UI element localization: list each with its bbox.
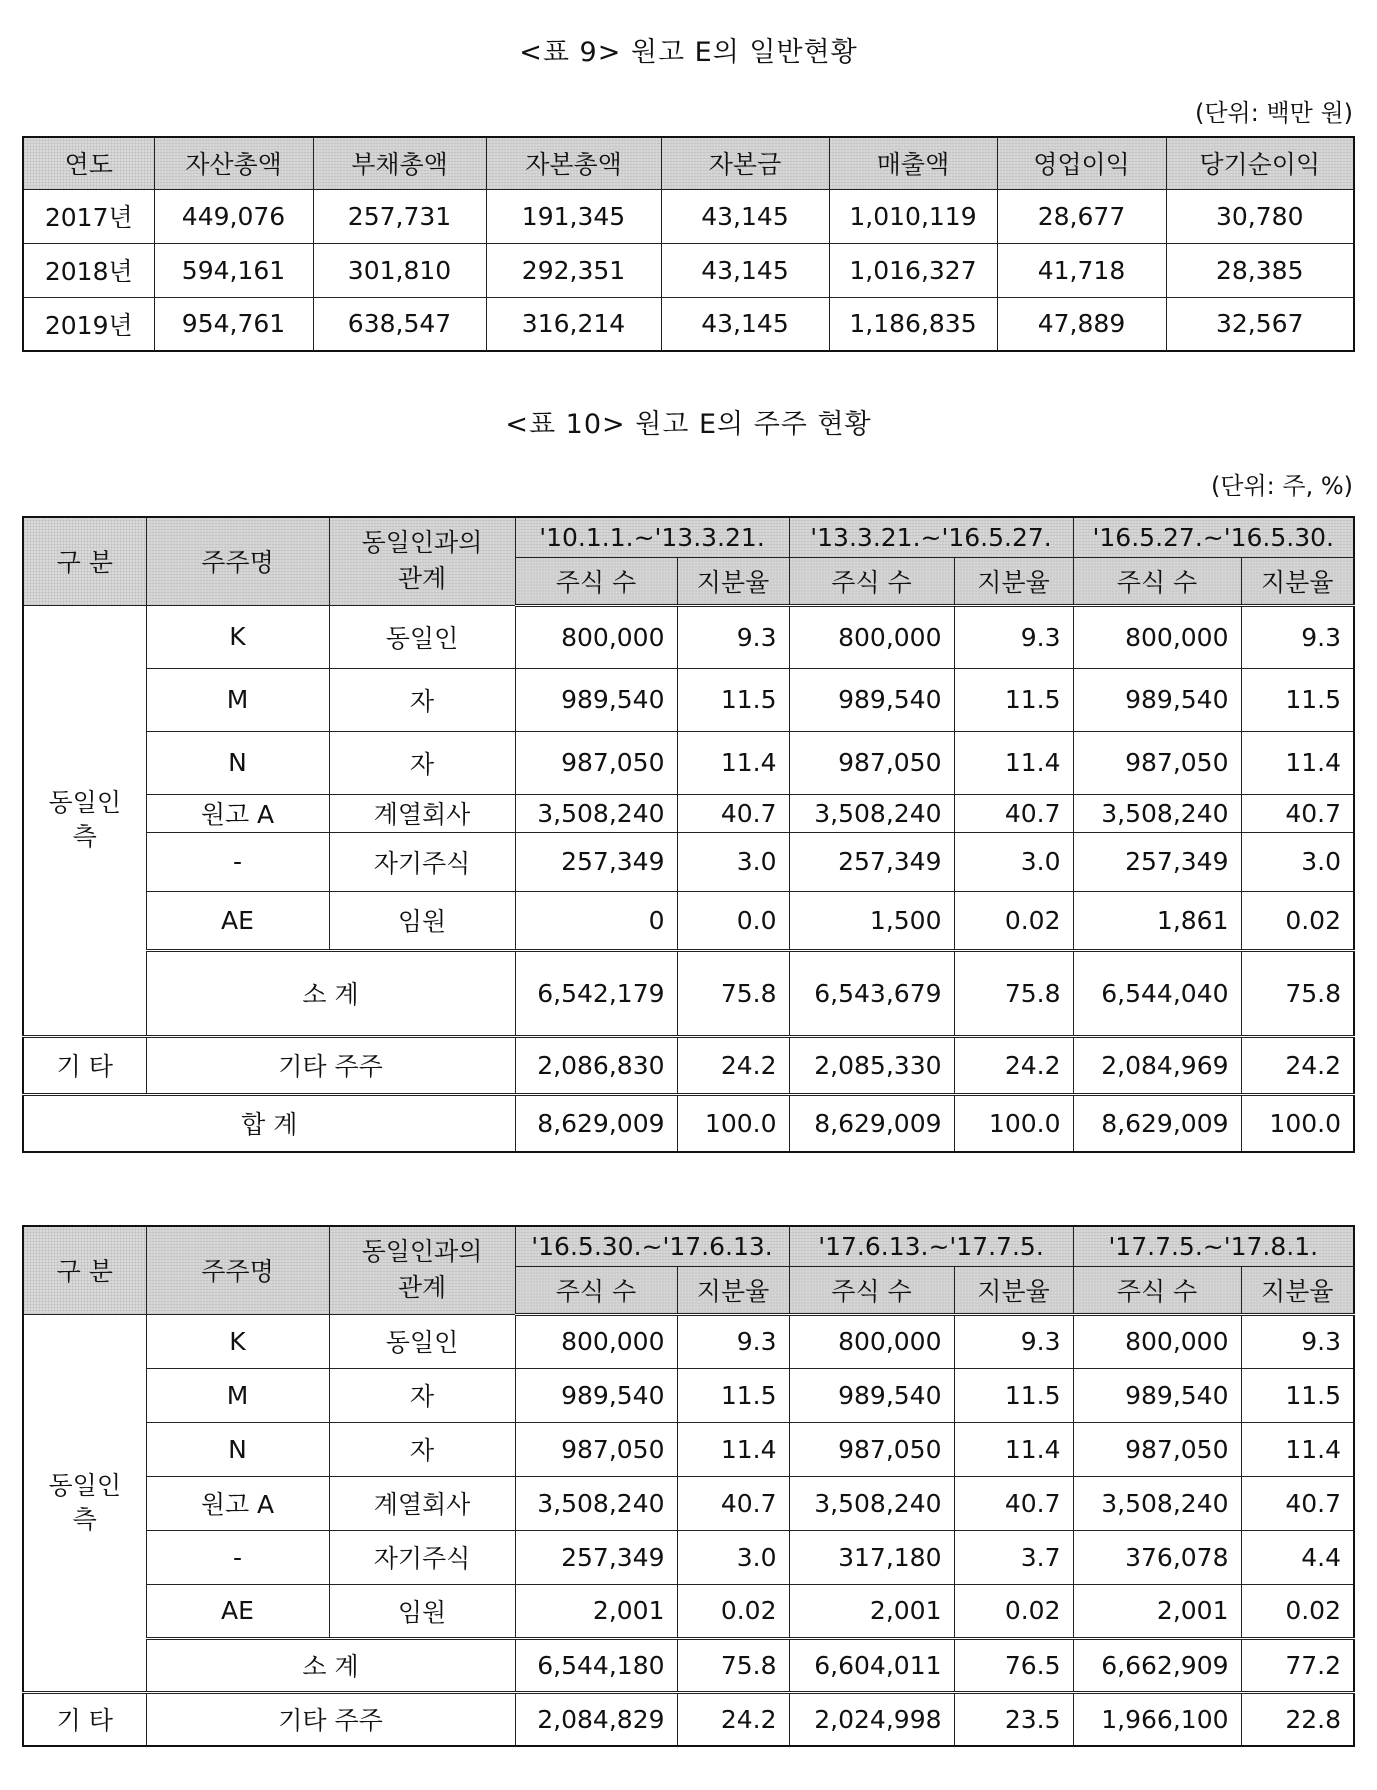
shareholder-name: AE [146, 1584, 329, 1638]
ratio: 0.02 [1241, 1584, 1354, 1638]
ratio: 9.3 [1241, 605, 1354, 668]
shares: 6,662,909 [1073, 1638, 1241, 1692]
shares: 0 [515, 891, 677, 950]
shares-header: 주식 수 [1073, 557, 1241, 605]
subtotal-label: 소 계 [146, 950, 515, 1036]
period-header: '16.5.27.~'16.5.30. [1073, 517, 1354, 557]
shares: 2,001 [789, 1584, 954, 1638]
shares: 989,540 [515, 1368, 677, 1422]
ratio: 40.7 [954, 1476, 1073, 1530]
col-header: 매출액 [829, 137, 997, 189]
ratio-header: 지분율 [1241, 1266, 1354, 1314]
ratio: 3.0 [1241, 832, 1354, 891]
ratio: 9.3 [954, 1314, 1073, 1368]
relation: 동일인 [329, 1314, 515, 1368]
period-header: '17.6.13.~'17.7.5. [789, 1226, 1073, 1266]
group-label [23, 1314, 146, 1692]
table-row [23, 794, 1354, 832]
shares: 800,000 [515, 1314, 677, 1368]
shareholder-name: K [146, 1314, 329, 1368]
cell: 32,567 [1166, 297, 1354, 351]
col-header: 부채총액 [313, 137, 486, 189]
col-header: 자본총액 [486, 137, 661, 189]
shares: 2,001 [515, 1584, 677, 1638]
ratio: 40.7 [1241, 794, 1354, 832]
shares: 989,540 [789, 1368, 954, 1422]
header-row [23, 517, 1354, 557]
ratio: 0.02 [954, 1584, 1073, 1638]
relation-header-line2: 관계 [397, 1273, 447, 1303]
ratio: 24.2 [1241, 1036, 1354, 1094]
shares: 8,629,009 [1073, 1094, 1241, 1152]
shares: 3,508,240 [789, 794, 954, 832]
total-row [23, 1094, 1354, 1152]
shares: 3,508,240 [789, 1476, 954, 1530]
shares-header: 주식 수 [789, 1266, 954, 1314]
col-header: 당기순이익 [1166, 137, 1354, 189]
ratio-header: 지분율 [954, 1266, 1073, 1314]
ratio: 40.7 [954, 794, 1073, 832]
ratio: 24.2 [677, 1036, 789, 1094]
ratio: 77.2 [1241, 1638, 1354, 1692]
shares: 1,966,100 [1073, 1692, 1241, 1746]
table9-title: <표 9> 원고 E의 일반현황 [519, 37, 858, 68]
table-row [23, 1422, 1354, 1476]
ratio: 75.8 [954, 950, 1073, 1036]
table-row [23, 832, 1354, 891]
table-row [23, 1314, 1354, 1368]
cell: 43,145 [661, 189, 829, 243]
shares: 6,543,679 [789, 950, 954, 1036]
subtotal-row [23, 1638, 1354, 1692]
shareholder-name: N [146, 731, 329, 794]
cell: 43,145 [661, 243, 829, 297]
shares: 3,508,240 [1073, 1476, 1241, 1530]
shares: 3,508,240 [1073, 794, 1241, 832]
relation: 자 [329, 731, 515, 794]
period-header: '17.7.5.~'17.8.1. [1073, 1226, 1354, 1266]
ratio-header: 지분율 [677, 1266, 789, 1314]
relation: 자 [329, 668, 515, 731]
shares: 800,000 [789, 605, 954, 668]
shares: 257,349 [515, 1530, 677, 1584]
shares: 2,024,998 [789, 1692, 954, 1746]
cell: 41,718 [997, 243, 1166, 297]
ratio: 11.5 [677, 668, 789, 731]
ratio: 11.4 [954, 1422, 1073, 1476]
table-row [23, 731, 1354, 794]
cell: 1,016,327 [829, 243, 997, 297]
shares: 2,086,830 [515, 1036, 677, 1094]
category-header: 구 분 [23, 517, 146, 605]
cell: 191,345 [486, 189, 661, 243]
relation: 자기주식 [329, 1530, 515, 1584]
others-row [23, 1036, 1354, 1094]
cell: 30,780 [1166, 189, 1354, 243]
ratio: 100.0 [954, 1094, 1073, 1152]
shares-header: 주식 수 [789, 557, 954, 605]
relation-header [329, 1226, 515, 1314]
ratio: 9.3 [677, 605, 789, 668]
ratio: 3.7 [954, 1530, 1073, 1584]
group-label [23, 605, 146, 1036]
shares: 989,540 [1073, 668, 1241, 731]
table9-unit: (단위: 백만 원) [1195, 99, 1353, 127]
shareholder-name: M [146, 668, 329, 731]
subtotal-label: 소 계 [146, 1638, 515, 1692]
group-label-line1: 동일인 [48, 788, 121, 817]
ratio: 9.3 [954, 605, 1073, 668]
shares: 987,050 [789, 1422, 954, 1476]
ratio-header: 지분율 [954, 557, 1073, 605]
cell: 316,214 [486, 297, 661, 351]
table-row [23, 1584, 1354, 1638]
shares: 987,050 [1073, 731, 1241, 794]
cell: 28,677 [997, 189, 1166, 243]
ratio: 3.0 [677, 832, 789, 891]
ratio: 11.4 [677, 731, 789, 794]
shareholder-header: 주주명 [146, 517, 329, 605]
relation: 자기주식 [329, 832, 515, 891]
ratio: 11.5 [1241, 668, 1354, 731]
period-header: '16.5.30.~'17.6.13. [515, 1226, 789, 1266]
ratio: 0.02 [677, 1584, 789, 1638]
ratio: 23.5 [954, 1692, 1073, 1746]
shareholder-name: N [146, 1422, 329, 1476]
cell: 1,186,835 [829, 297, 997, 351]
period-header: '10.1.1.~'13.3.21. [515, 517, 789, 557]
cell: 301,810 [313, 243, 486, 297]
shareholder-name: 원고 A [146, 1476, 329, 1530]
shares: 2,084,829 [515, 1692, 677, 1746]
table-row [23, 891, 1354, 950]
year-cell: 2018년 [23, 243, 154, 297]
cell: 638,547 [313, 297, 486, 351]
ratio: 100.0 [677, 1094, 789, 1152]
table10-title: <표 10> 원고 E의 주주 현황 [505, 409, 872, 440]
shares: 3,508,240 [515, 794, 677, 832]
ratio: 4.4 [1241, 1530, 1354, 1584]
shares: 2,085,330 [789, 1036, 954, 1094]
shares: 6,544,040 [1073, 950, 1241, 1036]
col-header: 영업이익 [997, 137, 1166, 189]
cell: 954,761 [154, 297, 313, 351]
others-category: 기 타 [23, 1692, 146, 1746]
shares: 989,540 [515, 668, 677, 731]
ratio: 0.0 [677, 891, 789, 950]
table-row [23, 668, 1354, 731]
shares: 800,000 [515, 605, 677, 668]
shares: 8,629,009 [789, 1094, 954, 1152]
shares: 1,500 [789, 891, 954, 950]
shares-header: 주식 수 [515, 557, 677, 605]
cell: 449,076 [154, 189, 313, 243]
table-row [23, 605, 1354, 668]
cell: 43,145 [661, 297, 829, 351]
group-label-line1: 동일인 [48, 1470, 121, 1500]
shares: 257,349 [789, 832, 954, 891]
table9-header-row [23, 137, 1354, 189]
ratio: 40.7 [677, 794, 789, 832]
others-category: 기 타 [23, 1036, 146, 1094]
relation: 자 [329, 1368, 515, 1422]
relation-header-line1: 동일인과의 [361, 528, 483, 558]
shares: 257,349 [515, 832, 677, 891]
ratio: 11.5 [1241, 1368, 1354, 1422]
relation: 계열회사 [329, 1476, 515, 1530]
col-header: 연도 [23, 137, 154, 189]
table10-shareholders-part1 [22, 516, 1355, 1153]
shares: 987,050 [515, 731, 677, 794]
ratio: 11.5 [954, 668, 1073, 731]
table-row [23, 1476, 1354, 1530]
shareholder-name: - [146, 832, 329, 891]
relation-header-line2: 관계 [397, 564, 447, 594]
relation: 동일인 [329, 605, 515, 668]
shares: 987,050 [789, 731, 954, 794]
shares: 1,861 [1073, 891, 1241, 950]
total-label: 합 계 [23, 1094, 515, 1152]
year-cell: 2019년 [23, 297, 154, 351]
relation: 자 [329, 1422, 515, 1476]
shareholder-name: M [146, 1368, 329, 1422]
shares: 8,629,009 [515, 1094, 677, 1152]
ratio: 24.2 [677, 1692, 789, 1746]
ratio-header: 지분율 [1241, 557, 1354, 605]
table-row [23, 1530, 1354, 1584]
ratio: 11.4 [1241, 1422, 1354, 1476]
shares: 6,542,179 [515, 950, 677, 1036]
shares-header: 주식 수 [515, 1266, 677, 1314]
others-label: 기타 주주 [146, 1036, 515, 1094]
relation: 계열회사 [329, 794, 515, 832]
shareholder-header: 주주명 [146, 1226, 329, 1314]
shareholder-name: 원고 A [146, 794, 329, 832]
relation: 임원 [329, 1584, 515, 1638]
period-header: '13.3.21.~'16.5.27. [789, 517, 1073, 557]
ratio: 11.5 [954, 1368, 1073, 1422]
col-header: 자본금 [661, 137, 829, 189]
shares: 6,604,011 [789, 1638, 954, 1692]
shares: 6,544,180 [515, 1638, 677, 1692]
subtotal-row [23, 950, 1354, 1036]
shares: 257,349 [1073, 832, 1241, 891]
shareholder-name: AE [146, 891, 329, 950]
table-row [23, 1368, 1354, 1422]
ratio: 40.7 [677, 1476, 789, 1530]
shares: 989,540 [789, 668, 954, 731]
relation-header-line1: 동일인과의 [361, 1237, 483, 1267]
ratio: 3.0 [677, 1530, 789, 1584]
table10-shareholders-part2 [22, 1225, 1355, 1747]
ratio: 11.4 [1241, 731, 1354, 794]
ratio: 11.5 [677, 1368, 789, 1422]
cell: 47,889 [997, 297, 1166, 351]
ratio: 75.8 [677, 1638, 789, 1692]
shares: 987,050 [515, 1422, 677, 1476]
shares: 800,000 [789, 1314, 954, 1368]
table10-unit: (단위: 주, %) [1210, 472, 1353, 500]
group-label-line2: 측 [72, 822, 97, 851]
ratio: 24.2 [954, 1036, 1073, 1094]
cell: 257,731 [313, 189, 486, 243]
ratio: 100.0 [1241, 1094, 1354, 1152]
shares: 989,540 [1073, 1368, 1241, 1422]
shareholder-name: K [146, 605, 329, 668]
table-row [23, 297, 1354, 351]
relation-header [329, 517, 515, 605]
cell: 1,010,119 [829, 189, 997, 243]
relation: 임원 [329, 891, 515, 950]
ratio: 40.7 [1241, 1476, 1354, 1530]
category-header: 구 분 [23, 1226, 146, 1314]
table-row [23, 189, 1354, 243]
shares-header: 주식 수 [1073, 1266, 1241, 1314]
shares: 2,084,969 [1073, 1036, 1241, 1094]
ratio: 0.02 [1241, 891, 1354, 950]
ratio: 22.8 [1241, 1692, 1354, 1746]
shares: 987,050 [1073, 1422, 1241, 1476]
ratio: 11.4 [677, 1422, 789, 1476]
col-header: 자산총액 [154, 137, 313, 189]
ratio: 9.3 [677, 1314, 789, 1368]
ratio: 75.8 [677, 950, 789, 1036]
table9-general-status [22, 136, 1355, 352]
ratio: 76.5 [954, 1638, 1073, 1692]
table-row [23, 243, 1354, 297]
shares: 800,000 [1073, 1314, 1241, 1368]
shares: 3,508,240 [515, 1476, 677, 1530]
year-cell: 2017년 [23, 189, 154, 243]
shares: 800,000 [1073, 605, 1241, 668]
shareholder-name: - [146, 1530, 329, 1584]
cell: 594,161 [154, 243, 313, 297]
ratio: 3.0 [954, 832, 1073, 891]
shares: 376,078 [1073, 1530, 1241, 1584]
ratio: 11.4 [954, 731, 1073, 794]
cell: 292,351 [486, 243, 661, 297]
ratio: 0.02 [954, 891, 1073, 950]
header-row [23, 1226, 1354, 1266]
ratio: 9.3 [1241, 1314, 1354, 1368]
shares: 2,001 [1073, 1584, 1241, 1638]
group-label-line2: 측 [72, 1504, 97, 1534]
others-row [23, 1692, 1354, 1746]
ratio-header: 지분율 [677, 557, 789, 605]
ratio: 75.8 [1241, 950, 1354, 1036]
shares: 317,180 [789, 1530, 954, 1584]
cell: 28,385 [1166, 243, 1354, 297]
others-label: 기타 주주 [146, 1692, 515, 1746]
